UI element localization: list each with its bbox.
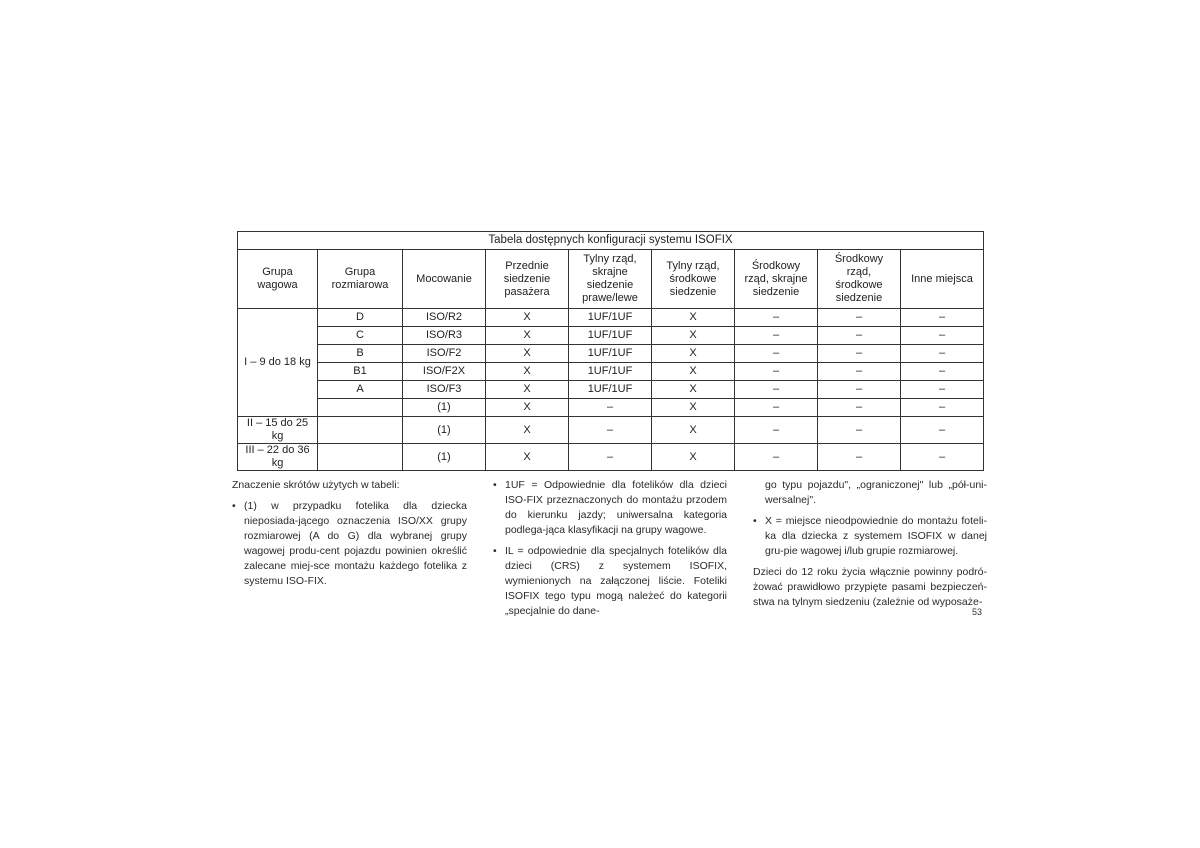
table-cell: – — [901, 444, 984, 471]
table-cell: ISO/F2 — [403, 345, 486, 363]
table-cell: – — [901, 327, 984, 345]
table-cell: (1) — [403, 417, 486, 444]
table-cell: – — [818, 399, 901, 417]
legend-item-1 — [232, 499, 467, 589]
legend-item-il-continued: go typu pojazdu", „ograniczonej" lub „pół-uni-wersalnej". — [765, 479, 987, 506]
bullet-marker: • — [493, 545, 497, 557]
table-cell: – — [735, 417, 818, 444]
table-cell: 1UF/1UF — [569, 327, 652, 345]
table-cell: – — [818, 444, 901, 471]
table-body — [238, 309, 984, 471]
table-header-row — [238, 250, 984, 309]
table-cell: – — [901, 363, 984, 381]
table-cell: – — [735, 381, 818, 399]
weight-group-cell: II – 15 do 25 kg — [238, 417, 318, 444]
table-cell — [318, 444, 403, 471]
table-cell: A — [318, 381, 403, 399]
table-cell: – — [901, 417, 984, 444]
table-cell: X — [652, 444, 735, 471]
table-cell: X — [652, 309, 735, 327]
table-row — [238, 399, 984, 417]
table-cell: 1UF/1UF — [569, 363, 652, 381]
legend-intro: Znaczenie skrótów użytych w tabeli: — [232, 479, 400, 491]
table-cell — [318, 417, 403, 444]
weight-group-cell: III – 22 do 36 kg — [238, 444, 318, 471]
table-cell: – — [569, 417, 652, 444]
table-cell: X — [486, 327, 569, 345]
table-row — [238, 345, 984, 363]
table-cell: X — [486, 363, 569, 381]
bullet-marker: • — [753, 515, 757, 527]
column-header: Przednie siedzenie pasażera — [486, 250, 569, 309]
table-cell: X — [652, 381, 735, 399]
table-cell: – — [901, 345, 984, 363]
table-cell: 1UF/1UF — [569, 345, 652, 363]
table-cell: X — [486, 381, 569, 399]
column-header: Grupa rozmiarowa — [318, 250, 403, 309]
table-cell: ISO/F2X — [403, 363, 486, 381]
page-number: 53 — [972, 607, 983, 617]
table-cell: D — [318, 309, 403, 327]
column-header: Mocowanie — [403, 250, 486, 309]
table-cell: X — [652, 327, 735, 345]
legend-item-x — [753, 514, 987, 559]
table-cell: – — [735, 363, 818, 381]
column-header: Inne miejsca — [901, 250, 984, 309]
legend-item-1uf — [493, 478, 727, 538]
column-header: Grupa wagowa — [238, 250, 318, 309]
table-cell: 1UF/1UF — [569, 309, 652, 327]
table-cell: 1UF/1UF — [569, 381, 652, 399]
table-cell: – — [735, 444, 818, 471]
table-cell: – — [901, 399, 984, 417]
legend-item-il — [493, 544, 727, 619]
legend-item-x-text: X = miejsce nieodpowiednie do montażu foteli-ka dla dziecka z systemem ISOFIX w danej gru-pie wagowej i/lub grupie rozmiarowej. — [765, 515, 987, 557]
table-cell: X — [652, 363, 735, 381]
text-column-2 — [493, 478, 727, 625]
column-header: Tylny rząd, skrajne siedzenie prawe/lewe — [569, 250, 652, 309]
table-row — [238, 444, 984, 471]
table-cell: – — [569, 399, 652, 417]
table-row — [238, 363, 984, 381]
table-cell: – — [818, 309, 901, 327]
body-paragraph: Dzieci do 12 roku życia włącznie powinny podró-żować prawidłowo przypięte pasami bezpieczeń-stwa na tylnym siedzeniu (zależnie od wyposaże- — [753, 566, 987, 608]
text-column-3 — [753, 478, 987, 616]
table-cell: X — [652, 399, 735, 417]
weight-group-cell: I – 9 do 18 kg — [238, 309, 318, 417]
table-cell: – — [818, 381, 901, 399]
table-cell: – — [818, 345, 901, 363]
column-header: Tylny rząd, środkowe siedzenie — [652, 250, 735, 309]
legend-item-il-text: IL = odpowiednie dla specjalnych fotelików dla dzieci (CRS) z systemem ISOFIX, wymienionych na załączonej liście. Foteliki ISOFIX tego typu mogą należeć do kategorii „specjalnie do dane- — [505, 545, 727, 617]
table-cell: – — [901, 309, 984, 327]
table-cell: B — [318, 345, 403, 363]
table-cell: C — [318, 327, 403, 345]
table-cell: B1 — [318, 363, 403, 381]
table-row — [238, 327, 984, 345]
table-cell: – — [818, 363, 901, 381]
legend-item-1uf-text: 1UF = Odpowiednie dla fotelików dla dzieci ISO-FIX przeznaczonych do montażu przodem do kierunku jazdy; uniwersalna kategoria podlega-jąca klasyfikacji na grupy wagowe. — [505, 479, 727, 536]
column-header: Środkowy rząd, środkowe siedzenie — [818, 250, 901, 309]
table-cell: ISO/R2 — [403, 309, 486, 327]
table-cell: – — [735, 309, 818, 327]
table-cell: X — [652, 417, 735, 444]
table-cell: X — [486, 417, 569, 444]
table-cell: – — [569, 444, 652, 471]
legend-item-1-text: (1) w przypadku fotelika dla dziecka nieposiada-jącego oznaczenia ISO/XX grupy rozmiarowej (A do G) dla wybranej grupy wagowej produ-cent pojazdu powinien określić zalecane miej-sce montażu każdego fotelika z systemu ISO-FIX. — [244, 500, 467, 587]
table-cell: ISO/F3 — [403, 381, 486, 399]
column-header: Środkowy rząd, skrajne siedzenie — [735, 250, 818, 309]
table-row — [238, 381, 984, 399]
table-row — [238, 309, 984, 327]
table-cell: – — [818, 417, 901, 444]
table-cell: X — [486, 444, 569, 471]
table-cell: – — [818, 327, 901, 345]
text-column-1 — [232, 478, 467, 595]
table-cell: – — [901, 381, 984, 399]
table-title: Tabela dostępnych konfiguracji systemu ISOFIX — [238, 232, 984, 250]
isofix-table — [237, 231, 984, 471]
table-cell: X — [486, 345, 569, 363]
bullet-marker: • — [232, 500, 236, 512]
bullet-marker: • — [493, 479, 497, 491]
table-cell: – — [735, 345, 818, 363]
table-cell: X — [486, 309, 569, 327]
table-cell: ISO/R3 — [403, 327, 486, 345]
table-cell: – — [735, 399, 818, 417]
table-cell — [318, 399, 403, 417]
table-cell: – — [735, 327, 818, 345]
table-row — [238, 417, 984, 444]
table-cell: X — [652, 345, 735, 363]
table-cell: X — [486, 399, 569, 417]
table-cell: (1) — [403, 444, 486, 471]
table-cell: (1) — [403, 399, 486, 417]
